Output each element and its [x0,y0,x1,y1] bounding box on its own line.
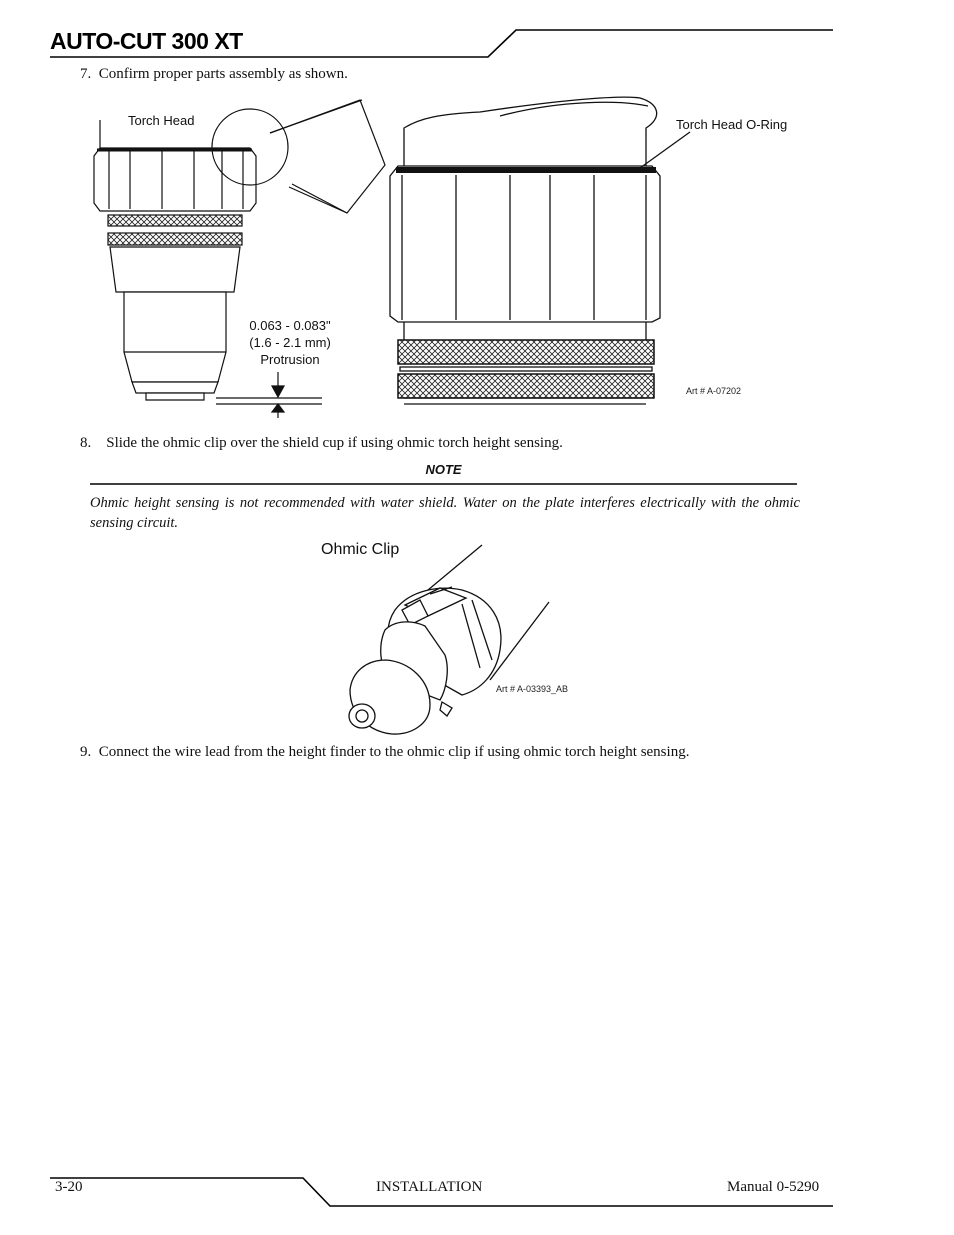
section-name: INSTALLATION [376,1179,483,1195]
torch-head-label: Torch Head [128,113,195,128]
figure1-art-number: Art # A-07202 [686,386,742,396]
protrusion-value-inches: 0.063 - 0.083" [249,318,331,333]
protrusion-dimension [216,372,322,418]
step-8-text: 8. Slide the ohmic clip over the shield cup if using ohmic torch height sensing. [80,435,563,451]
figure2-art-number: Art # A-03393_AB [496,684,569,694]
step-9-text: 9. Connect the wire lead from the height finder to the ohmic clip if using ohmic torch height sensing. [80,744,690,760]
document-title: AUTO-CUT 300 XT [50,28,243,54]
step-7-text: 7. Confirm proper parts assembly as shown. [80,66,348,82]
torch-head-enlarged-drawing [390,97,690,404]
manual-number: Manual 0-5290 [727,1179,820,1195]
protrusion-value-mm: (1.6 - 2.1 mm) [249,335,331,350]
note-heading: NOTE [425,462,462,477]
torch-head-small-drawing [94,100,385,443]
note-text: Ohmic height sensing is not recommended with water shield. Water on the plate interferes electrically with the ohmic sensing circuit. [90,495,800,531]
oring-label: Torch Head O-Ring [676,117,788,132]
ohmic-clip-drawing [349,545,549,734]
page-number: 3-20 [55,1179,83,1195]
ohmic-clip-label: Ohmic Clip [321,541,400,558]
protrusion-label: Protrusion [260,352,320,367]
